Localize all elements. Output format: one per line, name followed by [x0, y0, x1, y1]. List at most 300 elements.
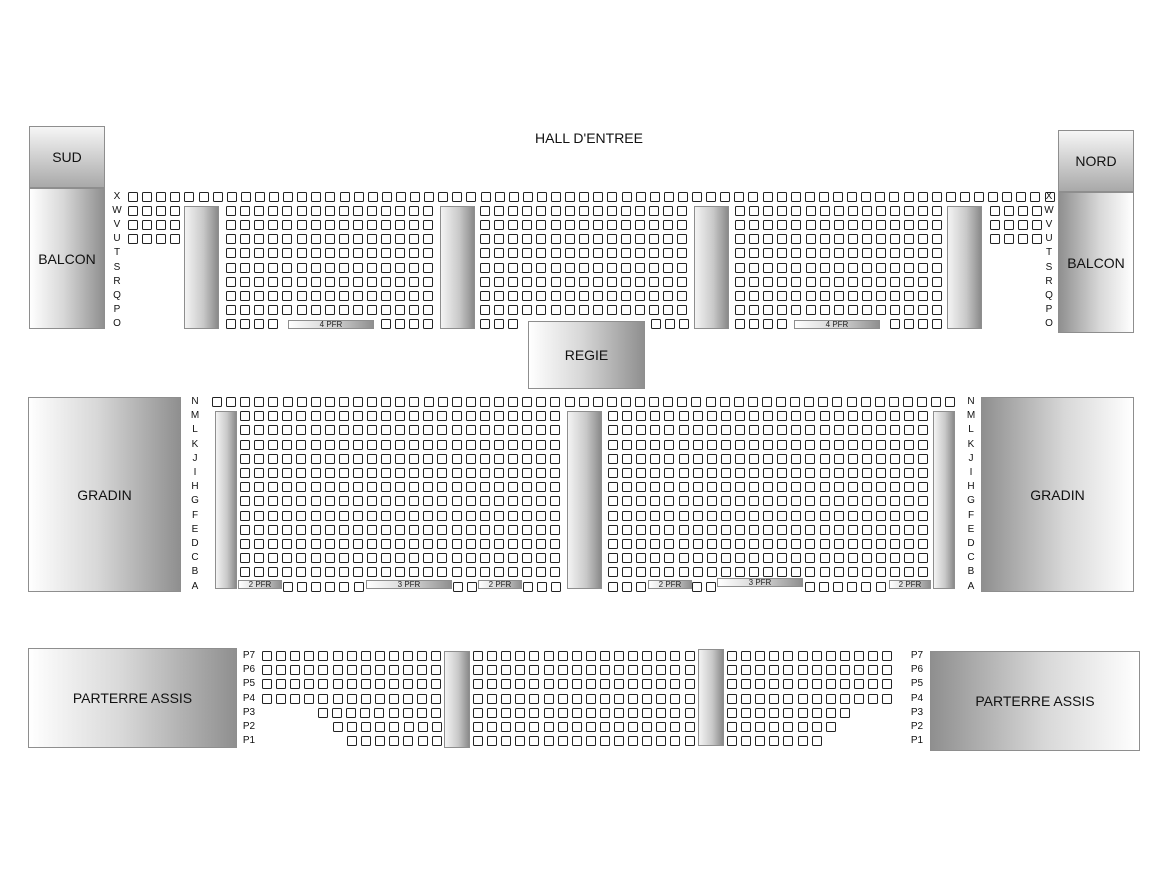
seat[interactable] — [423, 539, 433, 549]
seat[interactable] — [375, 665, 385, 675]
seat[interactable] — [749, 468, 759, 478]
seat[interactable] — [769, 651, 779, 661]
seat[interactable] — [622, 525, 632, 535]
seat[interactable] — [677, 220, 687, 230]
seat[interactable] — [593, 248, 603, 258]
seat[interactable] — [403, 736, 413, 746]
seat[interactable] — [664, 454, 674, 464]
seat[interactable] — [677, 248, 687, 258]
seat[interactable] — [508, 220, 518, 230]
seat[interactable] — [311, 553, 321, 563]
seat[interactable] — [423, 234, 433, 244]
seat[interactable] — [1002, 192, 1012, 202]
seat[interactable] — [381, 234, 391, 244]
seat[interactable] — [664, 192, 674, 202]
seat[interactable] — [501, 736, 511, 746]
seat[interactable] — [777, 539, 787, 549]
seat[interactable] — [593, 220, 603, 230]
seat[interactable] — [664, 425, 674, 435]
seat[interactable] — [508, 397, 518, 407]
seat[interactable] — [763, 220, 773, 230]
seat[interactable] — [1018, 234, 1028, 244]
seat[interactable] — [515, 736, 525, 746]
seat[interactable] — [861, 397, 871, 407]
seat[interactable] — [735, 539, 745, 549]
seat[interactable] — [226, 206, 236, 216]
seat[interactable] — [523, 192, 533, 202]
seat[interactable] — [693, 511, 703, 521]
seat[interactable] — [254, 305, 264, 315]
seat[interactable] — [466, 525, 476, 535]
seat[interactable] — [932, 206, 942, 216]
seat[interactable] — [834, 220, 844, 230]
seat[interactable] — [325, 263, 335, 273]
seat[interactable] — [834, 291, 844, 301]
seat[interactable] — [466, 397, 476, 407]
seat[interactable] — [282, 525, 292, 535]
seat[interactable] — [727, 736, 737, 746]
seat[interactable] — [862, 482, 872, 492]
seat[interactable] — [946, 192, 956, 202]
seat[interactable] — [656, 694, 666, 704]
seat[interactable] — [854, 651, 864, 661]
seat[interactable] — [806, 206, 816, 216]
seat[interactable] — [480, 496, 490, 506]
seat[interactable] — [508, 291, 518, 301]
seat[interactable] — [806, 220, 816, 230]
seat[interactable] — [522, 468, 532, 478]
seat[interactable] — [755, 694, 765, 704]
seat[interactable] — [707, 454, 717, 464]
seat[interactable] — [608, 482, 618, 492]
seat[interactable] — [834, 567, 844, 577]
seat[interactable] — [311, 567, 321, 577]
seat[interactable] — [389, 722, 399, 732]
seat[interactable] — [296, 425, 306, 435]
seat[interactable] — [550, 496, 560, 506]
seat[interactable] — [579, 206, 589, 216]
seat[interactable] — [367, 234, 377, 244]
seat[interactable] — [367, 482, 377, 492]
seat[interactable] — [226, 305, 236, 315]
seat[interactable] — [572, 708, 582, 718]
seat[interactable] — [240, 553, 250, 563]
seat[interactable] — [395, 248, 405, 258]
seat[interactable] — [735, 234, 745, 244]
seat[interactable] — [339, 525, 349, 535]
seat[interactable] — [848, 411, 858, 421]
seat[interactable] — [431, 708, 441, 718]
seat[interactable] — [367, 539, 377, 549]
seat[interactable] — [636, 482, 646, 492]
seat[interactable] — [494, 553, 504, 563]
seat[interactable] — [749, 234, 759, 244]
seat[interactable] — [876, 468, 886, 478]
seat[interactable] — [262, 679, 272, 689]
seat[interactable] — [904, 206, 914, 216]
seat[interactable] — [452, 411, 462, 421]
seat[interactable] — [755, 651, 765, 661]
seat[interactable] — [834, 263, 844, 273]
seat[interactable] — [670, 736, 680, 746]
seat[interactable] — [339, 277, 349, 287]
seat[interactable] — [276, 651, 286, 661]
seat[interactable] — [409, 425, 419, 435]
seat[interactable] — [777, 482, 787, 492]
seat[interactable] — [650, 425, 660, 435]
seat[interactable] — [508, 525, 518, 535]
seat[interactable] — [889, 192, 899, 202]
seat[interactable] — [508, 277, 518, 287]
seat[interactable] — [522, 553, 532, 563]
seat[interactable] — [536, 468, 546, 478]
seat[interactable] — [304, 679, 314, 689]
seat[interactable] — [904, 234, 914, 244]
seat[interactable] — [649, 277, 659, 287]
seat[interactable] — [381, 291, 391, 301]
seat[interactable] — [487, 651, 497, 661]
seat[interactable] — [409, 511, 419, 521]
seat[interactable] — [156, 234, 166, 244]
seat[interactable] — [226, 319, 236, 329]
seat[interactable] — [311, 411, 321, 421]
seat[interactable] — [847, 192, 857, 202]
seat[interactable] — [670, 694, 680, 704]
seat[interactable] — [452, 440, 462, 450]
seat[interactable] — [565, 248, 575, 258]
seat[interactable] — [607, 234, 617, 244]
seat[interactable] — [367, 411, 377, 421]
seat[interactable] — [389, 736, 399, 746]
seat[interactable] — [466, 553, 476, 563]
seat[interactable] — [367, 248, 377, 258]
seat[interactable] — [904, 553, 914, 563]
seat[interactable] — [876, 440, 886, 450]
seat[interactable] — [424, 192, 434, 202]
seat[interactable] — [381, 553, 391, 563]
seat[interactable] — [423, 511, 433, 521]
seat[interactable] — [423, 567, 433, 577]
seat[interactable] — [536, 567, 546, 577]
seat[interactable] — [508, 234, 518, 244]
seat[interactable] — [240, 263, 250, 273]
seat[interactable] — [297, 220, 307, 230]
seat[interactable] — [749, 248, 759, 258]
seat[interactable] — [494, 248, 504, 258]
seat[interactable] — [268, 454, 278, 464]
seat[interactable] — [375, 651, 385, 661]
seat[interactable] — [254, 234, 264, 244]
seat[interactable] — [325, 454, 335, 464]
seat[interactable] — [798, 679, 808, 689]
seat[interactable] — [395, 206, 405, 216]
seat[interactable] — [876, 454, 886, 464]
seat[interactable] — [693, 411, 703, 421]
seat[interactable] — [339, 496, 349, 506]
seat[interactable] — [332, 708, 342, 718]
seat[interactable] — [868, 651, 878, 661]
seat[interactable] — [721, 425, 731, 435]
seat[interactable] — [918, 319, 928, 329]
seat[interactable] — [798, 736, 808, 746]
seat[interactable] — [727, 651, 737, 661]
seat[interactable] — [607, 263, 617, 273]
seat[interactable] — [494, 482, 504, 492]
seat[interactable] — [876, 234, 886, 244]
seat[interactable] — [600, 708, 610, 718]
seat[interactable] — [679, 425, 689, 435]
seat[interactable] — [826, 651, 836, 661]
seat[interactable] — [735, 220, 745, 230]
seat[interactable] — [389, 651, 399, 661]
seat[interactable] — [240, 319, 250, 329]
seat[interactable] — [826, 708, 836, 718]
seat[interactable] — [735, 425, 745, 435]
seat[interactable] — [593, 206, 603, 216]
seat[interactable] — [473, 679, 483, 689]
seat[interactable] — [276, 665, 286, 675]
seat[interactable] — [296, 440, 306, 450]
seat[interactable] — [170, 234, 180, 244]
seat[interactable] — [579, 192, 589, 202]
seat[interactable] — [635, 305, 645, 315]
seat[interactable] — [834, 440, 844, 450]
seat[interactable] — [409, 454, 419, 464]
seat[interactable] — [522, 539, 532, 549]
seat[interactable] — [622, 468, 632, 478]
seat[interactable] — [494, 496, 504, 506]
seat[interactable] — [431, 651, 441, 661]
seat[interactable] — [508, 305, 518, 315]
seat[interactable] — [805, 411, 815, 421]
seat[interactable] — [820, 440, 830, 450]
seat[interactable] — [467, 582, 477, 592]
seat[interactable] — [395, 511, 405, 521]
seat[interactable] — [501, 651, 511, 661]
seat[interactable] — [636, 425, 646, 435]
seat[interactable] — [282, 248, 292, 258]
seat[interactable] — [339, 263, 349, 273]
seat[interactable] — [551, 248, 561, 258]
seat[interactable] — [798, 722, 808, 732]
seat[interactable] — [353, 539, 363, 549]
seat[interactable] — [876, 482, 886, 492]
seat[interactable] — [311, 192, 321, 202]
seat[interactable] — [791, 291, 801, 301]
seat[interactable] — [396, 192, 406, 202]
seat[interactable] — [763, 525, 773, 535]
seat[interactable] — [466, 454, 476, 464]
seat[interactable] — [480, 425, 490, 435]
seat[interactable] — [254, 567, 264, 577]
seat[interactable] — [763, 248, 773, 258]
seat[interactable] — [437, 468, 447, 478]
seat[interactable] — [749, 319, 759, 329]
seat[interactable] — [282, 411, 292, 421]
seat[interactable] — [494, 234, 504, 244]
seat[interactable] — [536, 206, 546, 216]
seat[interactable] — [494, 319, 504, 329]
seat[interactable] — [763, 192, 773, 202]
seat[interactable] — [184, 192, 194, 202]
seat[interactable] — [473, 651, 483, 661]
seat[interactable] — [423, 454, 433, 464]
seat[interactable] — [522, 248, 532, 258]
seat[interactable] — [861, 582, 871, 592]
seat[interactable] — [522, 525, 532, 535]
seat[interactable] — [311, 525, 321, 535]
seat[interactable] — [777, 220, 787, 230]
seat[interactable] — [693, 454, 703, 464]
seat[interactable] — [932, 234, 942, 244]
seat[interactable] — [593, 397, 603, 407]
seat[interactable] — [268, 263, 278, 273]
seat[interactable] — [282, 425, 292, 435]
seat[interactable] — [536, 277, 546, 287]
seat[interactable] — [409, 319, 419, 329]
seat[interactable] — [572, 665, 582, 675]
seat[interactable] — [254, 468, 264, 478]
seat[interactable] — [353, 511, 363, 521]
seat[interactable] — [501, 679, 511, 689]
seat[interactable] — [389, 694, 399, 704]
seat[interactable] — [381, 511, 391, 521]
seat[interactable] — [325, 192, 335, 202]
seat[interactable] — [628, 651, 638, 661]
seat[interactable] — [763, 468, 773, 478]
seat[interactable] — [763, 277, 773, 287]
seat[interactable] — [693, 567, 703, 577]
seat[interactable] — [847, 397, 857, 407]
seat[interactable] — [777, 277, 787, 287]
seat[interactable] — [268, 539, 278, 549]
seat[interactable] — [311, 234, 321, 244]
seat[interactable] — [848, 440, 858, 450]
seat[interactable] — [522, 482, 532, 492]
seat[interactable] — [417, 708, 427, 718]
seat[interactable] — [395, 220, 405, 230]
seat[interactable] — [311, 277, 321, 287]
seat[interactable] — [572, 694, 582, 704]
seat[interactable] — [812, 651, 822, 661]
seat[interactable] — [890, 305, 900, 315]
seat[interactable] — [812, 694, 822, 704]
seat[interactable] — [707, 567, 717, 577]
seat[interactable] — [311, 291, 321, 301]
seat[interactable] — [791, 482, 801, 492]
seat[interactable] — [529, 694, 539, 704]
seat[interactable] — [381, 263, 391, 273]
seat[interactable] — [417, 679, 427, 689]
seat[interactable] — [635, 220, 645, 230]
seat[interactable] — [296, 511, 306, 521]
seat[interactable] — [325, 567, 335, 577]
seat[interactable] — [268, 525, 278, 535]
seat[interactable] — [636, 440, 646, 450]
seat[interactable] — [848, 525, 858, 535]
seat[interactable] — [536, 511, 546, 521]
seat[interactable] — [522, 454, 532, 464]
seat[interactable] — [847, 582, 857, 592]
seat[interactable] — [339, 397, 349, 407]
seat[interactable] — [777, 263, 787, 273]
seat[interactable] — [868, 679, 878, 689]
seat[interactable] — [862, 525, 872, 535]
seat[interactable] — [755, 736, 765, 746]
seat[interactable] — [663, 277, 673, 287]
seat[interactable] — [904, 263, 914, 273]
seat[interactable] — [755, 722, 765, 732]
seat[interactable] — [932, 263, 942, 273]
seat[interactable] — [325, 248, 335, 258]
seat[interactable] — [820, 220, 830, 230]
seat[interactable] — [437, 539, 447, 549]
seat[interactable] — [466, 511, 476, 521]
seat[interactable] — [834, 305, 844, 315]
seat[interactable] — [721, 468, 731, 478]
seat[interactable] — [473, 694, 483, 704]
seat[interactable] — [325, 553, 335, 563]
seat[interactable] — [367, 567, 377, 577]
seat[interactable] — [904, 567, 914, 577]
seat[interactable] — [600, 665, 610, 675]
seat[interactable] — [282, 440, 292, 450]
seat[interactable] — [918, 440, 928, 450]
seat[interactable] — [649, 220, 659, 230]
seat[interactable] — [820, 567, 830, 577]
seat[interactable] — [268, 305, 278, 315]
seat[interactable] — [536, 411, 546, 421]
seat[interactable] — [551, 192, 561, 202]
seat[interactable] — [551, 582, 561, 592]
seat[interactable] — [473, 708, 483, 718]
seat[interactable] — [670, 651, 680, 661]
seat[interactable] — [212, 397, 222, 407]
seat[interactable] — [820, 277, 830, 287]
seat[interactable] — [862, 411, 872, 421]
seat[interactable] — [820, 411, 830, 421]
seat[interactable] — [918, 511, 928, 521]
seat[interactable] — [862, 553, 872, 563]
seat[interactable] — [282, 234, 292, 244]
seat[interactable] — [522, 496, 532, 506]
seat[interactable] — [550, 454, 560, 464]
seat[interactable] — [614, 722, 624, 732]
seat[interactable] — [622, 454, 632, 464]
seat[interactable] — [777, 305, 787, 315]
seat[interactable] — [409, 553, 419, 563]
seat[interactable] — [409, 220, 419, 230]
seat[interactable] — [749, 263, 759, 273]
seat[interactable] — [508, 511, 518, 521]
seat[interactable] — [268, 496, 278, 506]
seat[interactable] — [240, 291, 250, 301]
seat[interactable] — [608, 496, 618, 506]
seat[interactable] — [721, 567, 731, 577]
seat[interactable] — [707, 482, 717, 492]
seat[interactable] — [437, 553, 447, 563]
seat[interactable] — [621, 220, 631, 230]
seat[interactable] — [791, 454, 801, 464]
seat[interactable] — [607, 248, 617, 258]
seat[interactable] — [890, 263, 900, 273]
seat[interactable] — [735, 263, 745, 273]
seat[interactable] — [297, 397, 307, 407]
seat[interactable] — [254, 525, 264, 535]
seat[interactable] — [409, 277, 419, 287]
seat[interactable] — [931, 397, 941, 407]
seat[interactable] — [550, 411, 560, 421]
